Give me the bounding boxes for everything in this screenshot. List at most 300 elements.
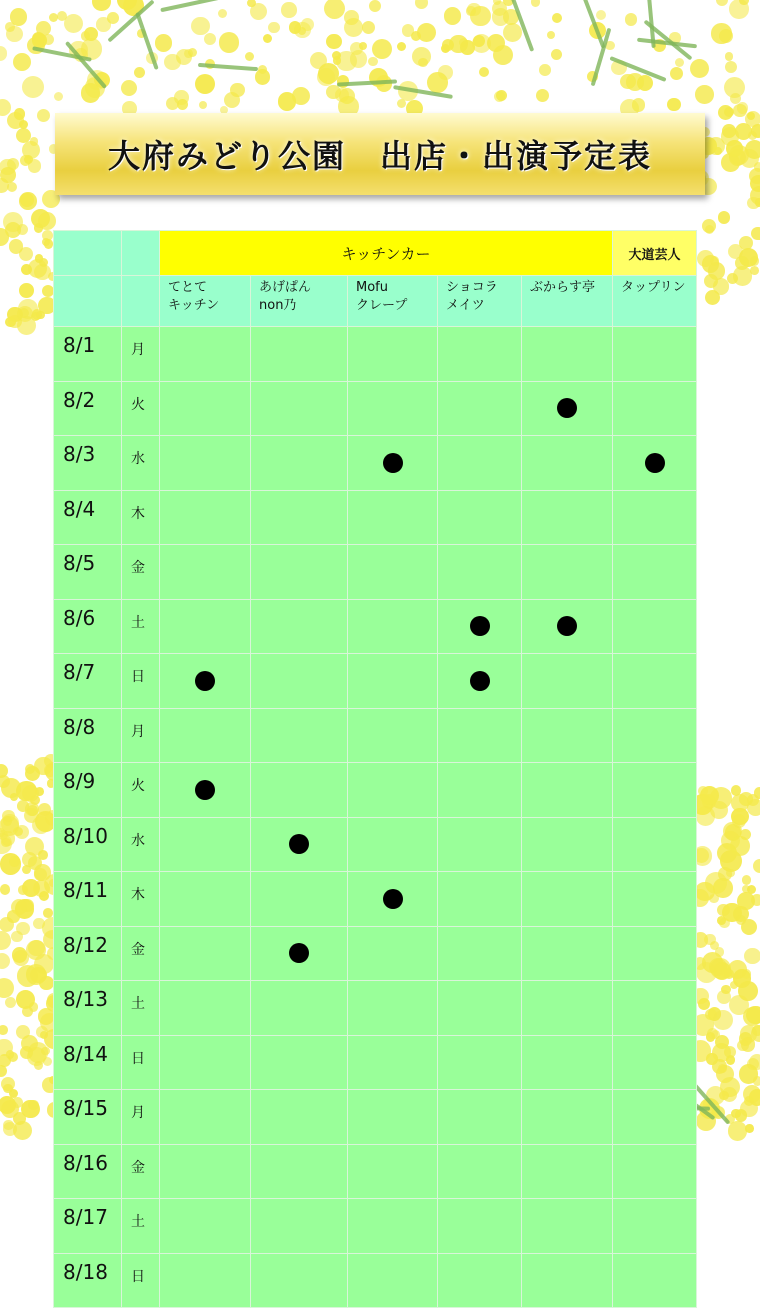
date-cell: 8/14 — [54, 1035, 122, 1090]
date-cell: 8/12 — [54, 926, 122, 981]
mimosa-flower-icon — [726, 869, 735, 878]
mimosa-flower-icon — [164, 54, 181, 71]
mimosa-flower-icon — [750, 256, 760, 266]
mimosa-flower-icon — [0, 953, 10, 970]
weekday-cell: 月 — [122, 327, 160, 382]
schedule-cell — [613, 1035, 697, 1090]
column-header-label: あげぱん — [259, 279, 347, 297]
column-header-3 — [438, 276, 522, 327]
mimosa-flower-icon — [754, 787, 760, 799]
schedule-cell — [522, 1144, 613, 1199]
mimosa-flower-icon — [626, 73, 644, 91]
schedule-cell — [348, 1090, 438, 1145]
table-row — [54, 545, 697, 600]
table-row — [54, 1144, 697, 1199]
mimosa-flower-icon — [503, 23, 522, 42]
mimosa-flower-icon — [709, 894, 719, 904]
schedule-cell — [613, 436, 697, 491]
schedule-cell — [160, 1035, 251, 1090]
mimosa-flower-icon — [441, 44, 450, 53]
mimosa-flower-icon — [1, 778, 21, 798]
schedule-cell — [160, 1199, 251, 1254]
schedule-cell — [251, 1090, 348, 1145]
schedule-cell — [438, 763, 522, 818]
weekday-cell: 金 — [122, 926, 160, 981]
table-row — [54, 654, 697, 709]
mimosa-flower-icon — [670, 67, 683, 80]
table-row — [54, 872, 697, 927]
schedule-cell — [348, 926, 438, 981]
mimosa-flower-icon — [742, 875, 751, 884]
mimosa-flower-icon — [326, 34, 342, 50]
mimosa-flower-icon — [43, 908, 53, 918]
weekday-cell: 月 — [122, 708, 160, 763]
schedule-cell — [613, 381, 697, 436]
schedule-cell — [613, 817, 697, 872]
mimosa-flower-icon — [22, 76, 44, 98]
mimosa-flower-icon — [711, 23, 731, 43]
header-blank — [122, 231, 160, 276]
date-cell: 8/13 — [54, 981, 122, 1036]
mimosa-flower-icon — [705, 225, 714, 234]
date-cell: 8/8 — [54, 708, 122, 763]
schedule-cell — [522, 599, 613, 654]
mimosa-flower-icon — [536, 89, 549, 102]
schedule-cell — [160, 381, 251, 436]
scheduled-dot-icon — [289, 834, 309, 854]
mimosa-flower-icon — [753, 1076, 760, 1086]
mimosa-flower-icon — [742, 885, 750, 893]
mimosa-flower-icon — [494, 91, 505, 102]
schedule-cell — [160, 763, 251, 818]
schedule-cell — [522, 981, 613, 1036]
column-header-label: タップリン — [621, 279, 696, 297]
schedule-cell — [348, 327, 438, 382]
table-row — [54, 1199, 697, 1254]
column-header-4 — [522, 276, 613, 327]
mimosa-flower-icon — [134, 67, 145, 78]
mimosa-flower-icon — [324, 0, 346, 19]
mimosa-flower-icon — [675, 58, 684, 67]
schedule-cell — [613, 1199, 697, 1254]
mimosa-flower-icon — [54, 92, 63, 101]
schedule-cell — [160, 654, 251, 709]
column-header-label: キッチン — [168, 297, 250, 315]
mimosa-flower-icon — [753, 859, 760, 873]
schedule-cell — [522, 1035, 613, 1090]
date-cell: 8/15 — [54, 1090, 122, 1145]
schedule-cell — [251, 1035, 348, 1090]
mimosa-flower-icon — [690, 59, 709, 78]
scheduled-dot-icon — [289, 943, 309, 963]
mimosa-flower-icon — [726, 140, 743, 157]
mimosa-flower-icon — [397, 99, 406, 108]
column-header-label: non乃 — [259, 297, 347, 315]
schedule-cell — [613, 763, 697, 818]
table-row — [54, 1253, 697, 1308]
schedule-cell — [522, 545, 613, 600]
mimosa-flower-icon — [13, 950, 29, 966]
schedule-cell — [348, 872, 438, 927]
mimosa-flower-icon — [718, 211, 730, 223]
header-blank — [54, 231, 122, 276]
mimosa-flower-icon — [219, 32, 240, 53]
schedule-cell — [348, 1253, 438, 1308]
schedule-cell — [438, 381, 522, 436]
scheduled-dot-icon — [195, 780, 215, 800]
schedule-cell — [613, 1253, 697, 1308]
mimosa-flower-icon — [292, 87, 310, 105]
mimosa-flower-icon — [317, 68, 336, 87]
mimosa-flower-icon — [706, 1032, 716, 1042]
schedule-cell — [251, 327, 348, 382]
weekday-cell: 木 — [122, 872, 160, 927]
mimosa-flower-icon — [333, 56, 341, 64]
schedule-cell — [438, 708, 522, 763]
mimosa-flower-icon — [0, 159, 16, 175]
date-cell: 8/1 — [54, 327, 122, 382]
schedule-cell — [348, 599, 438, 654]
mimosa-flower-icon — [268, 22, 279, 33]
mimosa-flower-icon — [13, 53, 31, 71]
schedule-cell — [613, 599, 697, 654]
schedule-cell — [522, 1090, 613, 1145]
column-header-label: てとて — [168, 279, 250, 297]
mimosa-flower-icon — [470, 6, 491, 27]
schedule-cell — [160, 545, 251, 600]
schedule-cell — [348, 1144, 438, 1199]
mimosa-flower-icon — [41, 1047, 50, 1056]
mimosa-flower-icon — [0, 884, 10, 894]
mimosa-flower-icon — [28, 940, 45, 957]
mimosa-flower-icon — [372, 39, 392, 59]
mimosa-flower-icon — [250, 3, 268, 21]
schedule-cell — [438, 1253, 522, 1308]
weekday-cell: 日 — [122, 1253, 160, 1308]
mimosa-flower-icon — [230, 83, 244, 97]
mimosa-flower-icon — [5, 317, 16, 328]
mimosa-flower-icon — [539, 64, 551, 76]
schedule-cell — [160, 599, 251, 654]
mimosa-flower-icon — [472, 34, 492, 54]
schedule-cell — [348, 381, 438, 436]
mimosa-flower-icon — [731, 785, 742, 796]
mimosa-flower-icon — [121, 80, 137, 96]
schedule-cell — [613, 490, 697, 545]
schedule-cell — [160, 817, 251, 872]
schedule-cell — [522, 490, 613, 545]
mimosa-flower-icon — [44, 239, 54, 249]
schedule-cell — [160, 327, 251, 382]
schedule-cell — [348, 654, 438, 709]
mimosa-flower-icon — [547, 31, 555, 39]
mimosa-flower-icon — [9, 1089, 18, 1098]
schedule-cell — [348, 708, 438, 763]
table-row — [54, 327, 697, 382]
table-row — [54, 599, 697, 654]
mimosa-flower-icon — [31, 209, 50, 228]
schedule-cell — [438, 545, 522, 600]
table-row — [54, 381, 697, 436]
schedule-table — [53, 230, 696, 1308]
schedule-cell — [438, 490, 522, 545]
schedule-cell — [251, 708, 348, 763]
mimosa-flower-icon — [20, 193, 34, 207]
mimosa-flower-icon — [0, 1025, 8, 1035]
column-header-1 — [251, 276, 348, 327]
schedule-cell — [348, 545, 438, 600]
schedule-cell — [522, 872, 613, 927]
schedule-cell — [251, 490, 348, 545]
mimosa-flower-icon — [725, 52, 733, 60]
schedule-cell — [438, 1144, 522, 1199]
schedule-cell — [613, 1090, 697, 1145]
schedule-cell — [438, 1199, 522, 1254]
date-cell: 8/10 — [54, 817, 122, 872]
weekday-cell: 土 — [122, 599, 160, 654]
table-row — [54, 436, 697, 491]
mimosa-flower-icon — [281, 2, 296, 17]
date-cell: 8/9 — [54, 763, 122, 818]
schedule-cell — [348, 490, 438, 545]
date-cell: 8/17 — [54, 1199, 122, 1254]
schedule-cell — [438, 817, 522, 872]
mimosa-flower-icon — [695, 85, 713, 103]
date-cell: 8/6 — [54, 599, 122, 654]
mimosa-flower-icon — [8, 1052, 18, 1062]
mimosa-flower-icon — [755, 198, 760, 206]
mimosa-flower-icon — [245, 52, 254, 61]
schedule-cell — [160, 1090, 251, 1145]
mimosa-flower-icon — [745, 1124, 754, 1133]
date-cell: 8/5 — [54, 545, 122, 600]
mimosa-flower-icon — [369, 0, 381, 12]
mimosa-flower-icon — [728, 1121, 748, 1141]
column-header-label: クレープ — [356, 297, 437, 315]
mimosa-flower-icon — [20, 1046, 33, 1059]
schedule-cell — [348, 1035, 438, 1090]
schedule-cell — [251, 872, 348, 927]
mimosa-flower-icon — [725, 61, 738, 74]
mimosa-flower-icon — [713, 1010, 733, 1030]
mimosa-flower-icon — [716, 0, 728, 6]
date-cell: 8/2 — [54, 381, 122, 436]
mimosa-flower-icon — [184, 49, 193, 58]
schedule-cell — [251, 381, 348, 436]
schedule-cell — [522, 817, 613, 872]
scheduled-dot-icon — [557, 398, 577, 418]
mimosa-flower-icon — [92, 0, 110, 11]
schedule-cell — [438, 599, 522, 654]
mimosa-flower-icon — [218, 9, 228, 19]
mimosa-flower-icon — [204, 33, 216, 45]
mimosa-flower-icon — [19, 283, 34, 298]
column-header-label: メイツ — [446, 297, 521, 315]
schedule-cell — [438, 1090, 522, 1145]
weekday-cell: 火 — [122, 381, 160, 436]
column-header-label: ショコラ — [446, 279, 521, 297]
mimosa-flower-icon — [0, 816, 19, 836]
mimosa-flower-icon — [30, 137, 38, 145]
schedule-cell — [438, 981, 522, 1036]
mimosa-flower-icon — [20, 155, 31, 166]
mimosa-flower-icon — [721, 985, 730, 994]
mimosa-flower-icon — [743, 1007, 760, 1026]
mimosa-flower-icon — [25, 766, 40, 781]
schedule-cell — [438, 926, 522, 981]
mimosa-flower-icon — [751, 894, 760, 906]
schedule-cell — [348, 817, 438, 872]
schedule-cell — [522, 763, 613, 818]
mimosa-flower-icon — [730, 836, 750, 856]
schedule-cell — [160, 490, 251, 545]
mimosa-flower-icon — [705, 290, 720, 305]
mimosa-flower-icon — [0, 931, 11, 950]
table-row — [54, 1035, 697, 1090]
mimosa-flower-icon — [0, 46, 7, 60]
scheduled-dot-icon — [645, 453, 665, 473]
date-cell: 8/18 — [54, 1253, 122, 1308]
weekday-cell: 日 — [122, 654, 160, 709]
schedule-cell — [251, 981, 348, 1036]
scheduled-dot-icon — [195, 671, 215, 691]
mimosa-flower-icon — [0, 978, 14, 998]
schedule-cell — [522, 926, 613, 981]
mimosa-flower-icon — [479, 67, 490, 78]
schedule-cell — [251, 599, 348, 654]
mimosa-flower-icon — [552, 13, 562, 23]
scheduled-dot-icon — [470, 616, 490, 636]
mimosa-flower-icon — [412, 47, 431, 66]
mimosa-flower-icon — [397, 42, 407, 52]
schedule-cell — [438, 327, 522, 382]
mimosa-flower-icon — [740, 1100, 758, 1118]
mimosa-flower-icon — [736, 915, 746, 925]
mimosa-flower-icon — [415, 0, 428, 9]
schedule-cell — [438, 1035, 522, 1090]
mimosa-flower-icon — [38, 850, 48, 860]
schedule-cell — [613, 981, 697, 1036]
mimosa-flower-icon — [255, 69, 271, 85]
mimosa-flower-icon — [362, 21, 376, 35]
mimosa-flower-icon — [14, 108, 25, 119]
schedule-cell — [348, 1199, 438, 1254]
table-row — [54, 490, 697, 545]
mimosa-flower-icon — [632, 98, 646, 112]
table-row — [54, 1090, 697, 1145]
mimosa-flower-icon — [37, 109, 51, 123]
schedule-cell — [348, 981, 438, 1036]
schedule-cell — [160, 708, 251, 763]
mimosa-flower-icon — [427, 72, 448, 93]
column-header-label: Mofu — [356, 279, 437, 297]
schedule-cell — [160, 926, 251, 981]
mimosa-flower-icon — [0, 917, 14, 932]
table-row — [54, 926, 697, 981]
schedule-cell — [160, 872, 251, 927]
weekday-cell: 月 — [122, 1090, 160, 1145]
schedule-cell — [251, 1199, 348, 1254]
mimosa-flower-icon — [5, 997, 17, 1009]
mimosa-flower-icon — [263, 34, 272, 43]
mimosa-flower-icon — [733, 104, 747, 118]
schedule-cell — [251, 926, 348, 981]
mimosa-flower-icon — [744, 948, 760, 964]
mimosa-flower-icon — [551, 49, 562, 60]
weekday-cell: 日 — [122, 1035, 160, 1090]
weekday-cell: 金 — [122, 1144, 160, 1199]
table-row — [54, 763, 697, 818]
mimosa-flower-icon — [344, 18, 363, 37]
mimosa-flower-icon — [731, 794, 749, 812]
schedule-cell — [522, 1253, 613, 1308]
schedule-cell — [348, 436, 438, 491]
schedule-cell — [613, 545, 697, 600]
mimosa-flower-icon — [11, 931, 22, 942]
schedule-cell — [522, 1199, 613, 1254]
mimosa-flower-icon — [64, 14, 83, 33]
mimosa-flower-icon — [368, 57, 378, 67]
schedule-cell — [251, 1253, 348, 1308]
schedule-cell — [438, 436, 522, 491]
date-cell: 8/11 — [54, 872, 122, 927]
scheduled-dot-icon — [557, 616, 577, 636]
date-cell: 8/4 — [54, 490, 122, 545]
mimosa-flower-icon — [748, 131, 757, 140]
mimosa-flower-icon — [417, 23, 436, 42]
table-row — [54, 981, 697, 1036]
table-row — [54, 817, 697, 872]
schedule-cell — [613, 872, 697, 927]
schedule-cell — [160, 1253, 251, 1308]
date-cell: 8/3 — [54, 436, 122, 491]
mimosa-flower-icon — [738, 981, 758, 1001]
mimosa-flower-icon — [294, 22, 310, 38]
mimosa-flower-icon — [19, 247, 33, 261]
mimosa-flower-icon — [751, 227, 760, 241]
schedule-cell — [522, 327, 613, 382]
schedule-cell — [613, 1144, 697, 1199]
date-cell: 8/16 — [54, 1144, 122, 1199]
mimosa-flower-icon — [350, 50, 367, 67]
mimosa-flower-icon — [444, 7, 462, 25]
mimosa-flower-icon — [30, 967, 46, 983]
header-blank — [122, 276, 160, 327]
mimosa-flower-icon — [155, 34, 173, 52]
schedule-cell — [251, 763, 348, 818]
mimosa-flower-icon — [749, 168, 760, 184]
leaf-icon — [160, 0, 220, 12]
mimosa-flower-icon — [739, 236, 753, 250]
mimosa-flower-icon — [492, 8, 509, 25]
weekday-cell: 火 — [122, 763, 160, 818]
mimosa-flower-icon — [49, 13, 58, 22]
schedule-cell — [251, 1144, 348, 1199]
mimosa-flower-icon — [722, 124, 736, 138]
mimosa-flower-icon — [22, 1006, 34, 1018]
mimosa-flower-icon — [724, 1046, 736, 1058]
schedule-cell — [522, 436, 613, 491]
mimosa-flower-icon — [199, 101, 207, 109]
column-header-label: ぶからす亭 — [530, 279, 612, 297]
schedule-cell — [522, 381, 613, 436]
schedule-cell — [251, 545, 348, 600]
schedule-cell — [438, 654, 522, 709]
schedule-cell — [438, 872, 522, 927]
group-header-kitchen-car: キッチンカー — [160, 231, 613, 276]
date-cell: 8/7 — [54, 654, 122, 709]
scheduled-dot-icon — [383, 453, 403, 473]
